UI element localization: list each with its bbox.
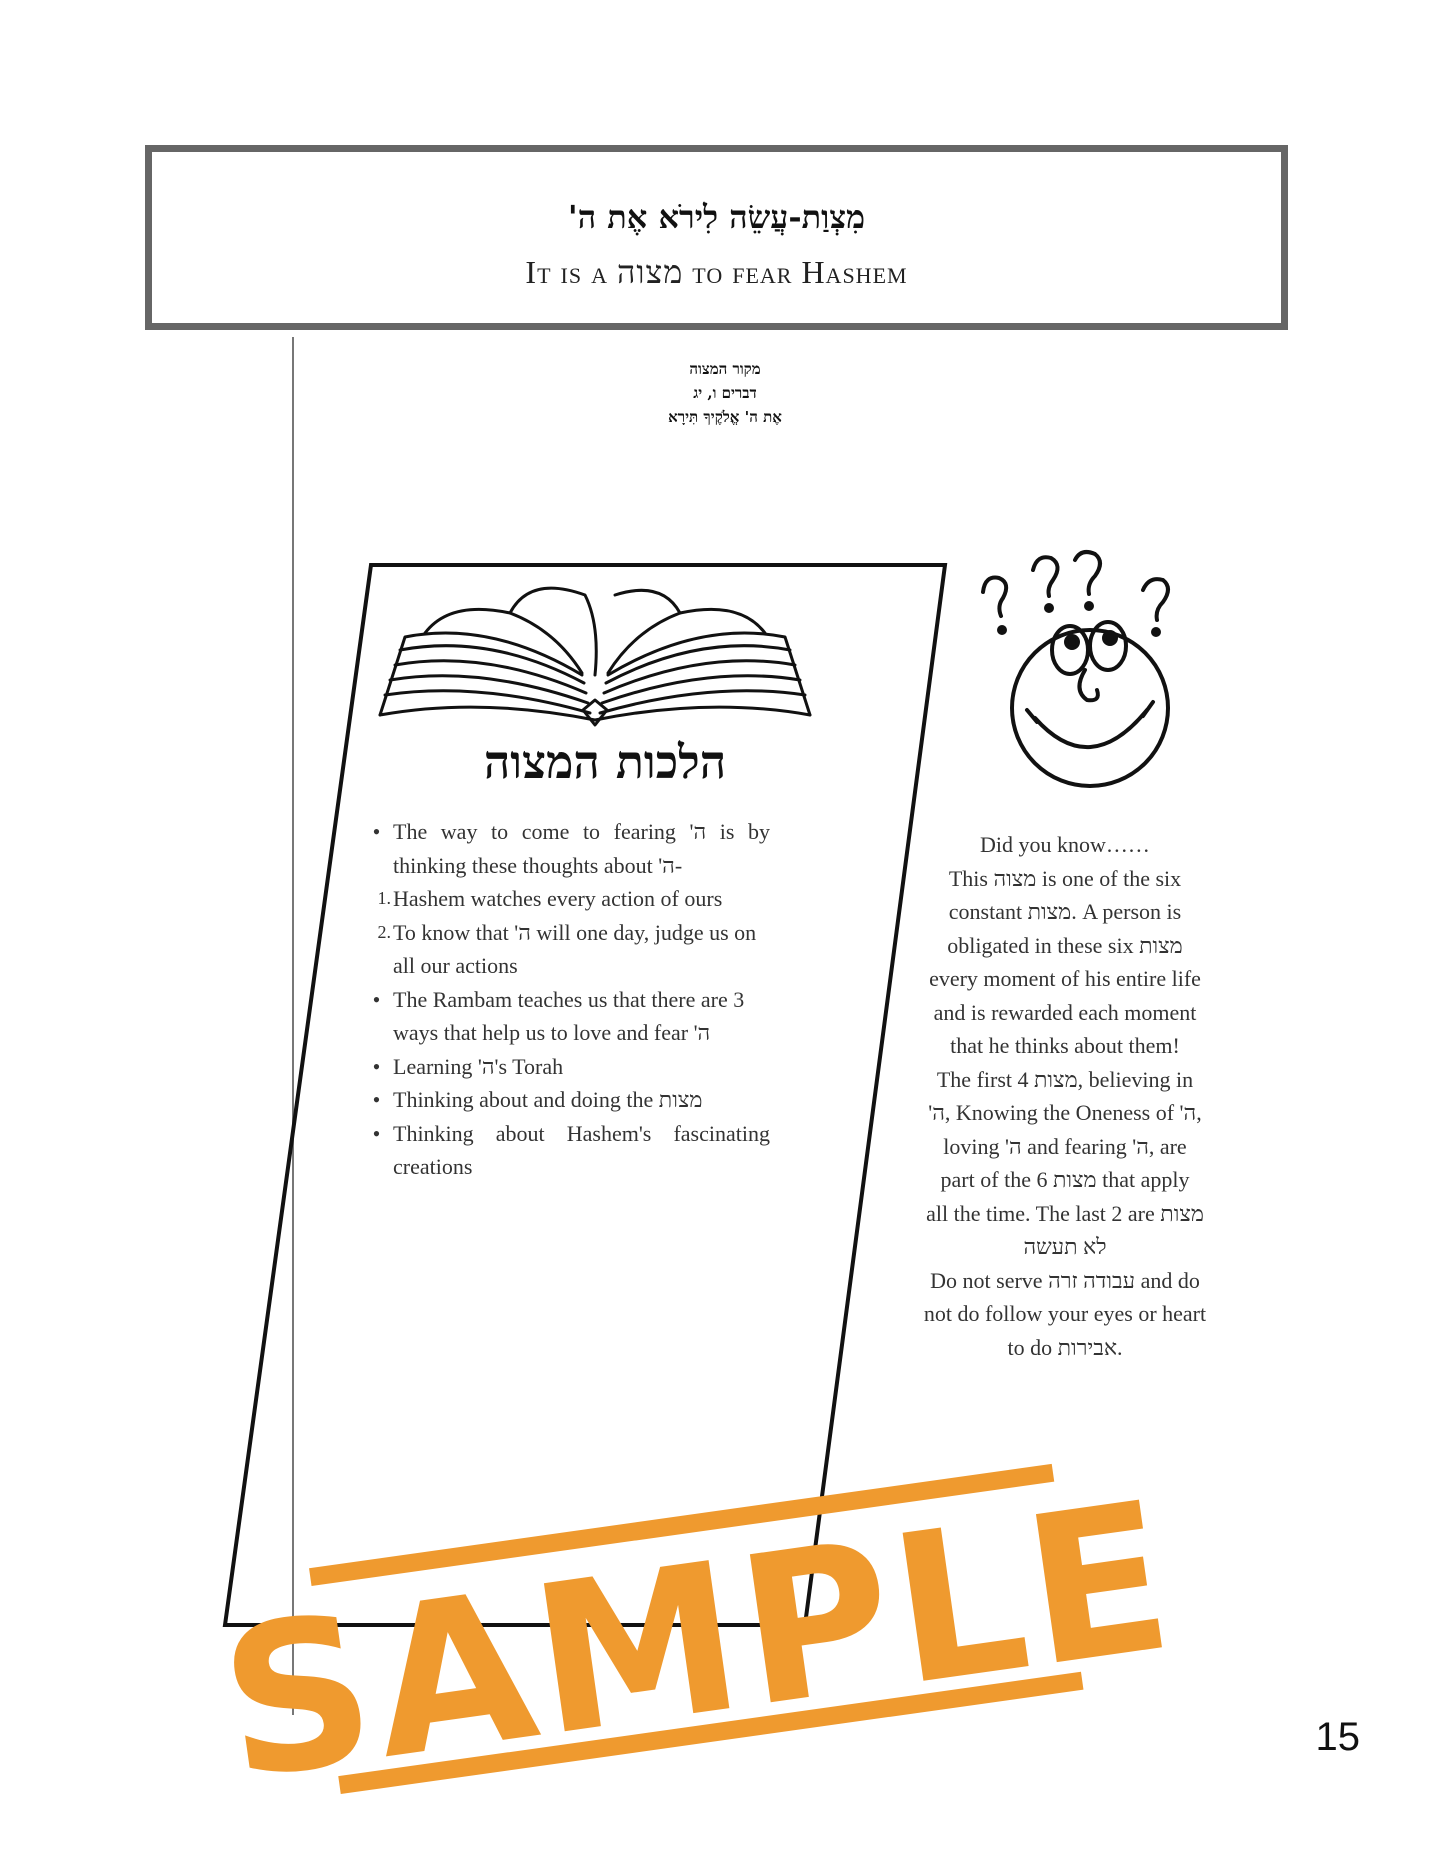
bullet: • <box>372 1087 381 1112</box>
text-line: The first 4 מצות, believing in <box>936 1066 1194 1092</box>
title-hebrew: מִצְוַת-עֲשֵׂה לִירֹא אֶת ה' <box>567 198 866 236</box>
text-line: constant מצות. A person is <box>948 899 1182 924</box>
page-number: 15 <box>1315 1715 1360 1759</box>
halachos-list <box>360 815 770 1184</box>
list-item <box>360 1050 770 1084</box>
text-line: every moment of his entire life <box>929 966 1201 991</box>
question-mark-icon <box>983 578 1006 616</box>
did-you-know-text <box>900 828 1230 1364</box>
text-line: 'ה, Knowing the Oneness of 'ה, <box>928 1100 1202 1125</box>
text-line: Did you know…… <box>980 832 1150 857</box>
bullet: • <box>372 819 381 844</box>
list-item <box>360 882 770 916</box>
number-marker: 1. <box>377 888 391 908</box>
list-item <box>360 815 770 882</box>
halachos-title: הלכות המצוה <box>483 735 727 789</box>
title-english: It is a מצוה to fear Hashem <box>525 254 908 290</box>
thinking-face-icon <box>975 550 1205 790</box>
source-reference: דברים ו, יג <box>693 384 757 402</box>
list-item-text: Thinking about and doing the מצות <box>393 1087 703 1112</box>
source-verse: אֶת ה' אֱלֹקֶיךָ תִּירָא <box>668 408 782 426</box>
list-item-text: The way to come to fearing 'ה is by thinking these thoughts about 'ה- <box>393 819 770 878</box>
text-line: all the time. The last 2 are מצות <box>926 1200 1204 1226</box>
text-line: obligated in these six מצות <box>947 932 1183 958</box>
list-item-text: To know that 'ה will one day, judge us on all our actions <box>393 919 757 978</box>
bullet: • <box>372 1053 381 1079</box>
open-book-icon <box>370 575 820 725</box>
list-item-text: The Rambam teaches us that there are 3 ways that help us to love and fear 'ה <box>393 986 745 1045</box>
text-line: to do אבירות. <box>1007 1334 1123 1360</box>
list-item <box>360 1117 770 1184</box>
list-item <box>360 916 770 983</box>
stamp-text: SAMPLE <box>208 1457 1188 1827</box>
text-line: part of the 6 מצות that apply <box>940 1167 1190 1192</box>
list-item-text: Thinking about Hashem's fascinating creations <box>393 1120 770 1179</box>
source-label: מקור המצוה <box>689 360 761 378</box>
sample-stamp <box>208 1420 1188 1827</box>
text-line: לא תעשה <box>1023 1234 1107 1259</box>
list-item-text: Hashem watches every action of ours <box>393 886 723 911</box>
text-line: loving 'ה and fearing 'ה, are <box>943 1133 1187 1159</box>
text-line: Do not serve עבודה זרה and do <box>930 1267 1200 1293</box>
number-marker: 2. <box>377 921 391 942</box>
text-line: and is rewarded each moment <box>933 999 1197 1025</box>
bullet: • <box>372 986 381 1012</box>
list-item <box>360 983 770 1050</box>
text-line: that he thinks about them! <box>950 1033 1180 1058</box>
text-line: not do follow your eyes or heart <box>923 1301 1207 1326</box>
list-item-text: Learning 'ה's Torah <box>393 1053 564 1079</box>
text-line: This מצוה is one of the six <box>948 865 1182 891</box>
list-item <box>360 1083 770 1117</box>
bullet: • <box>372 1120 381 1146</box>
